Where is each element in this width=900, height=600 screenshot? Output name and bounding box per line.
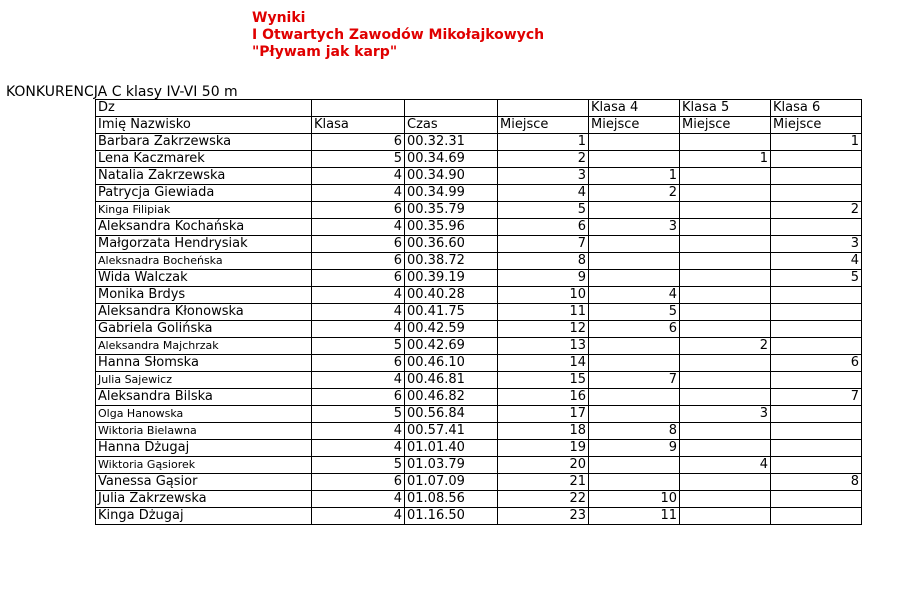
class4-place-cell: 6 xyxy=(589,321,680,338)
participant-name: Julia Sajewicz xyxy=(96,372,312,389)
place-cell: 10 xyxy=(498,287,589,304)
class5-place-cell xyxy=(680,134,771,151)
class6-place-cell xyxy=(771,372,862,389)
table-row xyxy=(96,219,862,236)
time-cell: 00.40.28 xyxy=(405,287,498,304)
table-row xyxy=(96,457,862,474)
table-row xyxy=(96,406,862,423)
table-row xyxy=(96,491,862,508)
participant-name: Olga Hanowska xyxy=(96,406,312,423)
class6-place-cell: 1 xyxy=(771,134,862,151)
class-cell: 4 xyxy=(312,423,405,440)
class6-place-cell: 7 xyxy=(771,389,862,406)
class4-place-cell: 1 xyxy=(589,168,680,185)
table-row xyxy=(96,287,862,304)
class5-place-cell xyxy=(680,270,771,287)
class-cell: 6 xyxy=(312,134,405,151)
participant-name: Aleksandra Bilska xyxy=(96,389,312,406)
place-cell: 21 xyxy=(498,474,589,491)
time-cell: 00.46.82 xyxy=(405,389,498,406)
class4-place-cell xyxy=(589,270,680,287)
class5-place-cell xyxy=(680,253,771,270)
table-row xyxy=(96,321,862,338)
place-cell: 17 xyxy=(498,406,589,423)
place-cell: 9 xyxy=(498,270,589,287)
class6-place-cell xyxy=(771,287,862,304)
class4-place-cell: 11 xyxy=(589,508,680,525)
time-cell: 00.32.31 xyxy=(405,134,498,151)
header-cell: Klasa 4 xyxy=(589,100,680,117)
class-cell: 4 xyxy=(312,321,405,338)
header-cell: Miejsce xyxy=(680,117,771,134)
place-cell: 4 xyxy=(498,185,589,202)
class4-place-cell: 4 xyxy=(589,287,680,304)
class-cell: 6 xyxy=(312,253,405,270)
class-cell: 4 xyxy=(312,372,405,389)
place-cell: 22 xyxy=(498,491,589,508)
class5-place-cell: 3 xyxy=(680,406,771,423)
header-cell: Dz xyxy=(96,100,312,117)
participant-name: Barbara Zakrzewska xyxy=(96,134,312,151)
class5-place-cell xyxy=(680,474,771,491)
place-cell: 8 xyxy=(498,253,589,270)
table-row xyxy=(96,338,862,355)
class6-place-cell: 8 xyxy=(771,474,862,491)
place-cell: 11 xyxy=(498,304,589,321)
place-cell: 13 xyxy=(498,338,589,355)
table-row xyxy=(96,304,862,321)
time-cell: 00.38.72 xyxy=(405,253,498,270)
class-cell: 6 xyxy=(312,355,405,372)
class4-place-cell xyxy=(589,355,680,372)
class6-place-cell xyxy=(771,151,862,168)
class5-place-cell xyxy=(680,185,771,202)
class6-place-cell xyxy=(771,185,862,202)
class4-place-cell: 2 xyxy=(589,185,680,202)
class-cell: 4 xyxy=(312,304,405,321)
time-cell: 00.34.69 xyxy=(405,151,498,168)
class6-place-cell xyxy=(771,406,862,423)
class5-place-cell xyxy=(680,423,771,440)
table-row xyxy=(96,236,862,253)
class5-place-cell xyxy=(680,219,771,236)
class-cell: 5 xyxy=(312,457,405,474)
time-cell: 00.34.90 xyxy=(405,168,498,185)
class4-place-cell xyxy=(589,236,680,253)
header-row-2 xyxy=(96,117,862,134)
class6-place-cell: 6 xyxy=(771,355,862,372)
class-cell: 6 xyxy=(312,236,405,253)
table-row xyxy=(96,202,862,219)
participant-name: Natalia Zakrzewska xyxy=(96,168,312,185)
header-row-1 xyxy=(96,100,862,117)
competition-heading: KONKURENCJA C klasy IV-VI 50 m xyxy=(6,84,238,100)
class4-place-cell xyxy=(589,202,680,219)
table-row xyxy=(96,253,862,270)
class6-place-cell xyxy=(771,423,862,440)
class-cell: 6 xyxy=(312,270,405,287)
class6-place-cell xyxy=(771,508,862,525)
class-cell: 4 xyxy=(312,508,405,525)
participant-name: Wiktoria Gąsiorek xyxy=(96,457,312,474)
class4-place-cell: 8 xyxy=(589,423,680,440)
class5-place-cell xyxy=(680,389,771,406)
class4-place-cell xyxy=(589,134,680,151)
participant-name: Małgorzata Hendrysiak xyxy=(96,236,312,253)
time-cell: 00.57.41 xyxy=(405,423,498,440)
place-cell: 3 xyxy=(498,168,589,185)
place-cell: 20 xyxy=(498,457,589,474)
class-cell: 4 xyxy=(312,491,405,508)
table-row xyxy=(96,151,862,168)
class-cell: 6 xyxy=(312,389,405,406)
header-cell: Klasa 5 xyxy=(680,100,771,117)
class5-place-cell xyxy=(680,440,771,457)
participant-name: Aleksandra Kłonowska xyxy=(96,304,312,321)
class-cell: 4 xyxy=(312,185,405,202)
participant-name: Aleksandra Kochańska xyxy=(96,219,312,236)
class4-place-cell xyxy=(589,253,680,270)
class-cell: 5 xyxy=(312,151,405,168)
header-cell: Miejsce xyxy=(498,117,589,134)
time-cell: 00.36.60 xyxy=(405,236,498,253)
class4-place-cell xyxy=(589,457,680,474)
class4-place-cell: 9 xyxy=(589,440,680,457)
title-line-3: "Pływam jak karp" xyxy=(252,44,398,60)
place-cell: 23 xyxy=(498,508,589,525)
participant-name: Julia Zakrzewska xyxy=(96,491,312,508)
class5-place-cell: 2 xyxy=(680,338,771,355)
table-row xyxy=(96,508,862,525)
table-row xyxy=(96,389,862,406)
participant-name: Lena Kaczmarek xyxy=(96,151,312,168)
header-cell: Klasa 6 xyxy=(771,100,862,117)
header-cell: Imię Nazwisko xyxy=(96,117,312,134)
class4-place-cell xyxy=(589,474,680,491)
place-cell: 12 xyxy=(498,321,589,338)
header-cell: Klasa xyxy=(312,117,405,134)
table-row xyxy=(96,134,862,151)
class5-place-cell xyxy=(680,304,771,321)
class-cell: 4 xyxy=(312,168,405,185)
title-line-1: Wyniki xyxy=(252,10,306,26)
class6-place-cell xyxy=(771,168,862,185)
header-cell: Miejsce xyxy=(589,117,680,134)
class5-place-cell: 4 xyxy=(680,457,771,474)
participant-name: Monika Brdys xyxy=(96,287,312,304)
place-cell: 18 xyxy=(498,423,589,440)
time-cell: 01.08.56 xyxy=(405,491,498,508)
class6-place-cell: 4 xyxy=(771,253,862,270)
place-cell: 16 xyxy=(498,389,589,406)
class5-place-cell xyxy=(680,491,771,508)
participant-name: Wiktoria Bielawna xyxy=(96,423,312,440)
class-cell: 6 xyxy=(312,202,405,219)
place-cell: 2 xyxy=(498,151,589,168)
participant-name: Vanessa Gąsior xyxy=(96,474,312,491)
class-cell: 4 xyxy=(312,219,405,236)
header-cell xyxy=(498,100,589,117)
results-table xyxy=(95,99,862,525)
class4-place-cell: 10 xyxy=(589,491,680,508)
header-cell: Czas xyxy=(405,117,498,134)
table-row xyxy=(96,185,862,202)
table-row xyxy=(96,474,862,491)
participant-name: Wida Walczak xyxy=(96,270,312,287)
time-cell: 00.46.10 xyxy=(405,355,498,372)
table-row xyxy=(96,355,862,372)
class6-place-cell: 3 xyxy=(771,236,862,253)
place-cell: 6 xyxy=(498,219,589,236)
time-cell: 01.01.40 xyxy=(405,440,498,457)
class6-place-cell xyxy=(771,338,862,355)
class-cell: 4 xyxy=(312,440,405,457)
header-cell xyxy=(405,100,498,117)
header-cell xyxy=(312,100,405,117)
time-cell: 00.39.19 xyxy=(405,270,498,287)
table-row xyxy=(96,440,862,457)
class-cell: 5 xyxy=(312,406,405,423)
participant-name: Aleksnadra Bocheńska xyxy=(96,253,312,270)
document-title xyxy=(252,10,544,61)
class4-place-cell: 3 xyxy=(589,219,680,236)
class4-place-cell: 7 xyxy=(589,372,680,389)
header-cell: Miejsce xyxy=(771,117,862,134)
time-cell: 00.46.81 xyxy=(405,372,498,389)
table-row xyxy=(96,423,862,440)
participant-name: Gabriela Golińska xyxy=(96,321,312,338)
title-line-2: I Otwartych Zawodów Mikołajkowych xyxy=(252,27,545,43)
participant-name: Hanna Słomska xyxy=(96,355,312,372)
time-cell: 00.35.96 xyxy=(405,219,498,236)
place-cell: 14 xyxy=(498,355,589,372)
class6-place-cell xyxy=(771,440,862,457)
time-cell: 01.16.50 xyxy=(405,508,498,525)
participant-name: Aleksandra Majchrzak xyxy=(96,338,312,355)
class4-place-cell xyxy=(589,389,680,406)
time-cell: 01.07.09 xyxy=(405,474,498,491)
participant-name: Hanna Dżugaj xyxy=(96,440,312,457)
class6-place-cell xyxy=(771,304,862,321)
class6-place-cell xyxy=(771,219,862,236)
table-row xyxy=(96,168,862,185)
class4-place-cell xyxy=(589,338,680,355)
participant-name: Patrycja Giewiada xyxy=(96,185,312,202)
time-cell: 00.41.75 xyxy=(405,304,498,321)
table-row xyxy=(96,372,862,389)
participant-name: Kinga Dżugaj xyxy=(96,508,312,525)
class5-place-cell: 1 xyxy=(680,151,771,168)
class4-place-cell xyxy=(589,406,680,423)
time-cell: 00.42.59 xyxy=(405,321,498,338)
place-cell: 15 xyxy=(498,372,589,389)
time-cell: 00.42.69 xyxy=(405,338,498,355)
class5-place-cell xyxy=(680,236,771,253)
class5-place-cell xyxy=(680,287,771,304)
class6-place-cell: 5 xyxy=(771,270,862,287)
place-cell: 5 xyxy=(498,202,589,219)
class6-place-cell xyxy=(771,321,862,338)
time-cell: 00.56.84 xyxy=(405,406,498,423)
class5-place-cell xyxy=(680,355,771,372)
class5-place-cell xyxy=(680,372,771,389)
class-cell: 5 xyxy=(312,338,405,355)
place-cell: 19 xyxy=(498,440,589,457)
time-cell: 00.35.79 xyxy=(405,202,498,219)
class6-place-cell xyxy=(771,457,862,474)
table-row xyxy=(96,270,862,287)
class5-place-cell xyxy=(680,202,771,219)
class4-place-cell xyxy=(589,151,680,168)
class6-place-cell xyxy=(771,491,862,508)
place-cell: 1 xyxy=(498,134,589,151)
time-cell: 01.03.79 xyxy=(405,457,498,474)
class4-place-cell: 5 xyxy=(589,304,680,321)
class6-place-cell: 2 xyxy=(771,202,862,219)
class5-place-cell xyxy=(680,168,771,185)
class-cell: 4 xyxy=(312,287,405,304)
time-cell: 00.34.99 xyxy=(405,185,498,202)
place-cell: 7 xyxy=(498,236,589,253)
participant-name: Kinga Filipiak xyxy=(96,202,312,219)
class-cell: 6 xyxy=(312,474,405,491)
class5-place-cell xyxy=(680,508,771,525)
class5-place-cell xyxy=(680,321,771,338)
